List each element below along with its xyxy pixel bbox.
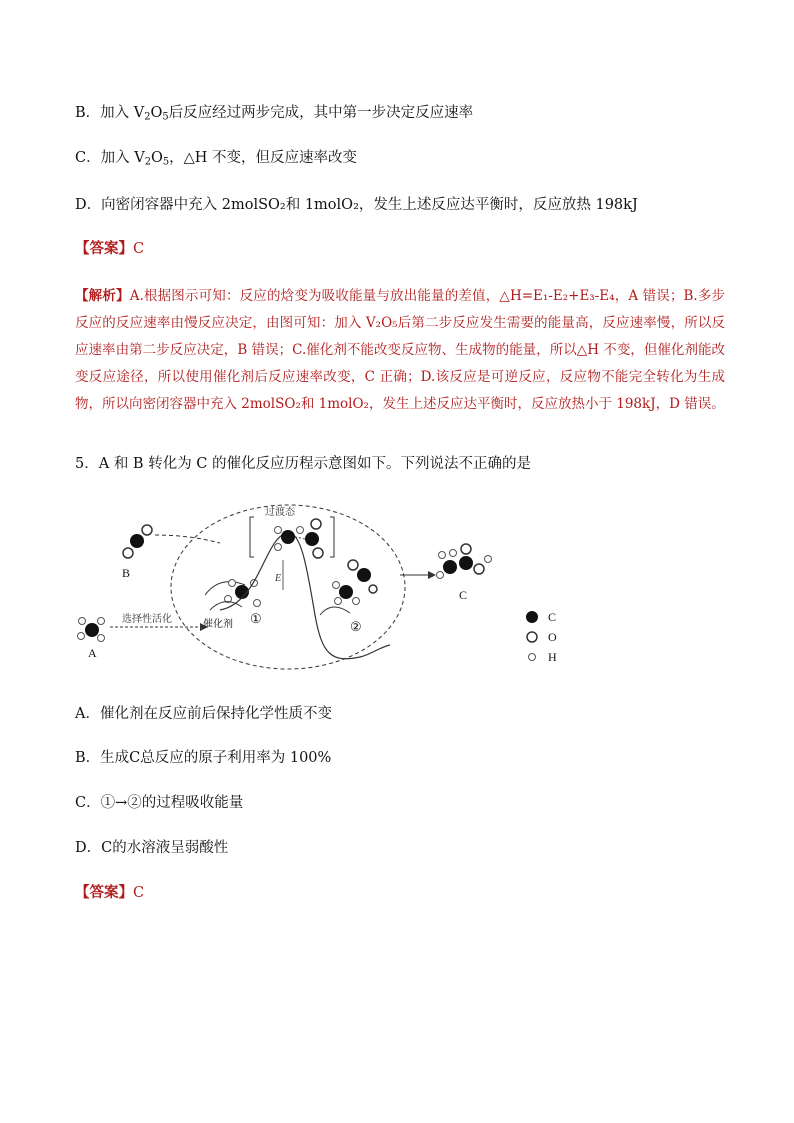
option-q4-c: C．加入 $V_2O_5$，△H 不变，但反应速率改变 (75, 150, 358, 168)
molecule-b (123, 525, 152, 558)
option-q4-b: B．加入 $V_2O_5$后反应经过两步完成，其中第一步决定反应速率 (75, 105, 474, 123)
svg-text:O: O (548, 630, 557, 644)
step-1-label: ① (250, 611, 262, 626)
svg-text:C: C (548, 610, 557, 624)
explanation-q4: 【解析】A.根据图示可知：反应的焓变为吸收能量与放出能量的差值，△H=E₁-E₂+E₃-E₄，A 错误；B.多步反应的反应速率由慢反应决定，由图可知：加入 V₂O₅后第二步反应发生需要的能量高，反应速率慢，所以反应速率由第二步反应决定，B 错误；C.催化剂不能改变反应物、生成物的能量，所以△H 不变，但催化剂能改变反应途径，所以使用催化剂后反应速率改变，C 正确；D.该反应是可逆反应，反应物不能完全转化为生成物，所以向密闭容器中充入 2molSO₂和 1molO₂，发生上述反应达平衡时，反应放热小于 198kJ，D 错误。 (75, 288, 726, 412)
question-5-stem: 5．A 和 B 转化为 C 的催化反应历程示意图如下。下列说法不正确的是 (75, 456, 531, 472)
label-b: B (122, 566, 131, 580)
arrow-b (155, 535, 220, 543)
reaction-mechanism-figure (70, 495, 570, 680)
legend (526, 610, 557, 664)
option-q5-b: B．生成C总反应的原子利用率为 100% (75, 750, 332, 766)
molecule-c (437, 544, 492, 579)
energy-e-label: E (275, 573, 282, 584)
label-a: A (88, 646, 97, 660)
option-q5-d: D．C的水溶液呈弱酸性 (75, 840, 229, 856)
transition-state-label: 过渡态 (265, 507, 295, 518)
label-c: C (459, 588, 468, 602)
catalyst-label: 催化剂 (203, 619, 233, 630)
transition-state (275, 519, 324, 558)
option-q5-c: C．①→②的过程吸收能量 (75, 795, 244, 811)
answer-q5: 【答案】C (75, 884, 145, 901)
intermediate-2 (333, 560, 378, 605)
option-q5-a: A．催化剂在反应前后保持化学性质不变 (75, 706, 332, 722)
molecule-a (78, 618, 105, 642)
svg-text:H: H (548, 650, 557, 664)
step-2-label: ② (350, 619, 362, 634)
option-q4-d: D．向密闭容器中充入 2molSO₂和 1molO₂，发生上述反应达平衡时，反应放热 198kJ (75, 197, 638, 213)
answer-q4: 【答案】C (75, 240, 145, 257)
activation-label: 选择性活化 (122, 614, 172, 625)
